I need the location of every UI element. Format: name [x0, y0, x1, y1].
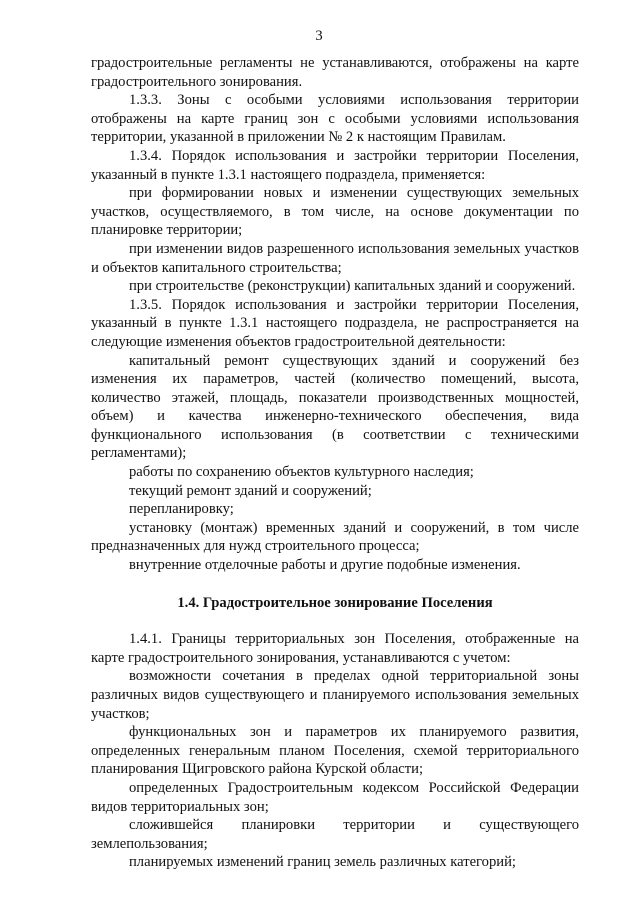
paragraph: внутренние отделочные работы и другие подобные изменения. — [129, 557, 521, 574]
paragraph: перепланировку; — [129, 501, 234, 518]
page-number: 3 — [315, 28, 323, 44]
paragraph: функциональных зон и параметров их планируемого развития, определенных генеральным планом Поселения, схемой территориального планирования Щигровского района Курской области; — [91, 724, 579, 778]
paragraph: определенных Градостроительным кодексом Российской Федерации видов территориальных зон; — [91, 779, 579, 815]
paragraph: градостроительные регламенты не устанавливаются, отображены на карте градостроительного зонирования. — [91, 55, 579, 90]
section-heading: 1.4. Градостроительное зонирование Поселения — [177, 594, 493, 611]
paragraph: возможности сочетания в пределах одной территориальной зоны различных видов существующего и планируемого использования земельных участков; — [91, 668, 579, 722]
paragraph: капитальный ремонт существующих зданий и сооружений без изменения их параметров, частей (количество помещений, высота, количество этажей, площадь, показатели производственных мощностей, объем) и качества инженерно-технического обеспечения, вида функционального использования (в соответствии с техническими регламентами); — [91, 352, 579, 462]
paragraph: текущий ремонт зданий и сооружений; — [129, 482, 372, 499]
paragraph: 1.3.3. Зоны с особыми условиями использования территории отображены на карте границ зон с особыми условиями использования территории, указанной в приложении № 2 к настоящим Правилам. — [91, 92, 579, 146]
paragraph: при формировании новых и изменении существующих земельных участков, осуществляемого, в том числе, на основе документации по планировке территории; — [91, 185, 579, 239]
paragraph: сложившейся планировки территории и существующего землепользования; — [91, 817, 579, 852]
document-body — [91, 54, 579, 872]
paragraph: планируемых изменений границ земель различных категорий; — [129, 854, 516, 871]
paragraph: при изменении видов разрешенного использования земельных участков и объектов капитального строительства; — [91, 240, 579, 276]
paragraph: 1.4.1. Границы территориальных зон Поселения, отображенные на карте градостроительного зонирования, устанавливаются с учетом: — [91, 631, 579, 666]
paragraph: установку (монтаж) временных зданий и сооружений, в том числе предназначенных для нужд строительного процесса; — [91, 519, 579, 555]
paragraph: работы по сохранению объектов культурного наследия; — [129, 464, 474, 481]
paragraph: 1.3.5. Порядок использования и застройки территории Поселения, указанный в пункте 1.3.1 настоящего подраздела, не распространяется на следующие изменения объектов градостроительной деятельности: — [91, 296, 579, 350]
paragraph: 1.3.4. Порядок использования и застройки территории Поселения, указанный в пункте 1.3.1 настоящего подраздела, применяется: — [91, 147, 579, 183]
paragraph: при строительстве (реконструкции) капитальных зданий и сооружений. — [129, 278, 576, 295]
